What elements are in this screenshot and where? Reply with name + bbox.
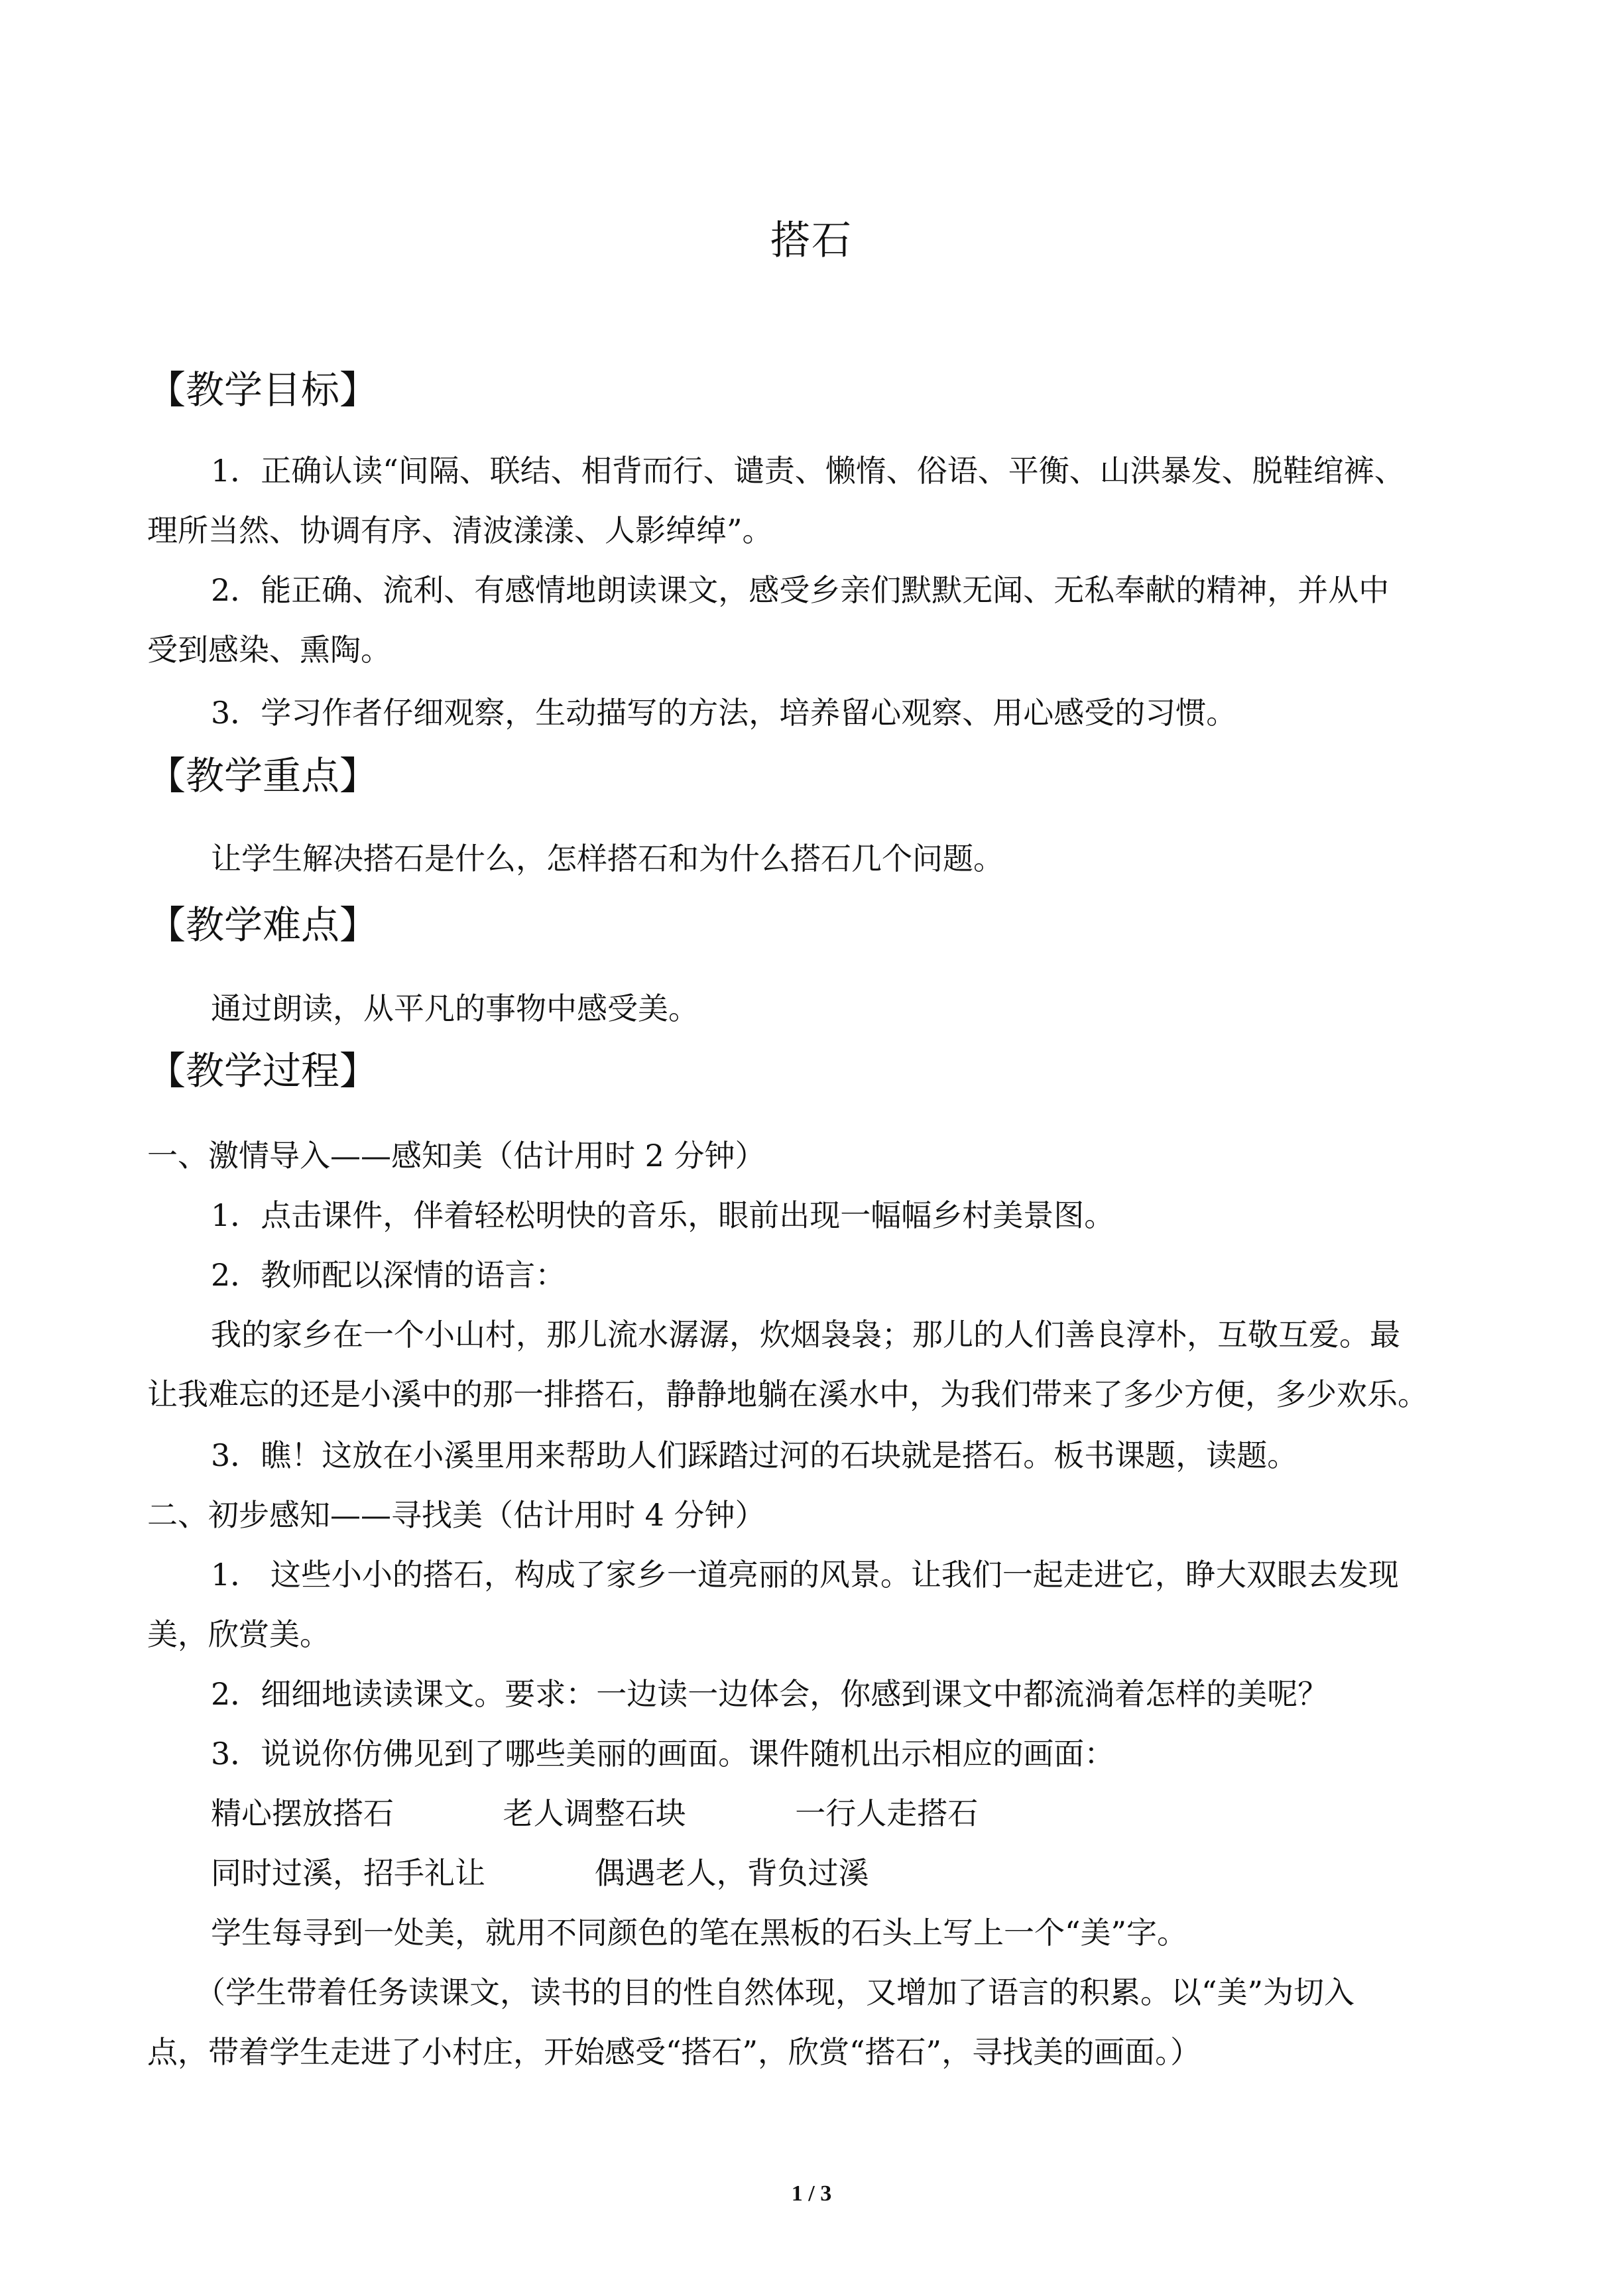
- process-heading: 【教学过程】: [147, 1048, 379, 1093]
- part-2-board-note: 学生每寻到一处美，就用不同颜色的笔在黑板的石头上写上一个“美”字。: [211, 1915, 1188, 1951]
- goal-item-1-line-2: 理所当然、协调有序、清波漾漾、人影绰绰”。: [147, 513, 773, 548]
- part-2-step-1-line-1: 1． 这些小小的搭石，构成了家乡一道亮丽的风景。让我们一起走进它，睁大双眼去发现: [211, 1557, 1399, 1593]
- part-2-comment-line-1: （学生带着任务读课文，读书的目的性自然体现，又增加了语言的积累。以“美”为切入: [195, 1974, 1355, 2010]
- part-2-step-2: 2．细细地读读课文。要求：一边读一边体会，你感到课文中都流淌着怎样的美呢？: [211, 1676, 1329, 1712]
- part-1-speech-line-2: 让我难忘的还是小溪中的那一排搭石，静静地躺在溪水中，为我们带来了多少方便，多少欢乐。: [147, 1376, 1428, 1412]
- page-indicator: 1 / 3: [791, 2181, 832, 2206]
- part-2-step-3: 3．说说你仿佛见到了哪些美丽的画面。课件随机出示相应的画面：: [211, 1736, 1115, 1772]
- scenes-row-1: [211, 1790, 1500, 1837]
- scenes-row-2: [211, 1850, 1500, 1896]
- document-title: 搭石: [770, 217, 853, 264]
- part-1-step-2: 2．教师配以深情的语言：: [211, 1257, 566, 1293]
- part-1-step-3: 3．瞧！这放在小溪里用来帮助人们踩踏过河的石块就是搭石。板书课题，读题。: [211, 1437, 1298, 1473]
- process-part-1-title: 一、激情导入——感知美（估计用时 2 分钟）: [147, 1138, 766, 1174]
- difficulties-heading: 【教学难点】: [147, 902, 379, 947]
- part-2-step-1-line-2: 美，欣赏美。: [147, 1616, 330, 1652]
- scene-item: 老人调整石块: [503, 1795, 686, 1831]
- key-points-heading: 【教学重点】: [147, 753, 379, 798]
- process-part-2-title: 二、初步感知——寻找美（估计用时 4 分钟）: [147, 1497, 766, 1533]
- part-1-speech-line-1: 我的家乡在一个小山村，那儿流水潺潺，炊烟袅袅；那儿的人们善良淳朴，互敬互爱。最: [211, 1317, 1400, 1353]
- scene-item: 一行人走搭石: [795, 1795, 979, 1831]
- scene-item: 同时过溪，招手礼让: [211, 1855, 485, 1891]
- goal-item-3: 3．学习作者仔细观察，生动描写的方法，培养留心观察、用心感受的习惯。: [211, 695, 1237, 731]
- part-1-step-1: 1．点击课件，伴着轻松明快的音乐，眼前出现一幅幅乡村美景图。: [211, 1197, 1115, 1233]
- part-2-comment-line-2: 点，带着学生走进了小村庄，开始感受“搭石”，欣赏“搭石”，寻找美的画面。）: [147, 2034, 1201, 2070]
- key-points-text: 让学生解决搭石是什么，怎样搭石和为什么搭石几个问题。: [211, 841, 1004, 876]
- scene-item: 精心摆放搭石: [211, 1795, 394, 1831]
- goal-item-2-line-1: 2．能正确、流利、有感情地朗读课文，感受乡亲们默默无闻、无私奉献的精神，并从中: [211, 572, 1390, 608]
- goals-heading: 【教学目标】: [147, 367, 379, 412]
- goal-item-1-line-1: 1．正确认读“间隔、联结、相背而行、谴责、懒惰、俗语、平衡、山洪暴发、脱鞋绾裤、: [211, 453, 1405, 489]
- difficulties-text: 通过朗读，从平凡的事物中感受美。: [211, 991, 699, 1026]
- goal-item-2-line-2: 受到感染、熏陶。: [147, 632, 391, 668]
- scene-item: 偶遇老人，背负过溪: [594, 1855, 869, 1891]
